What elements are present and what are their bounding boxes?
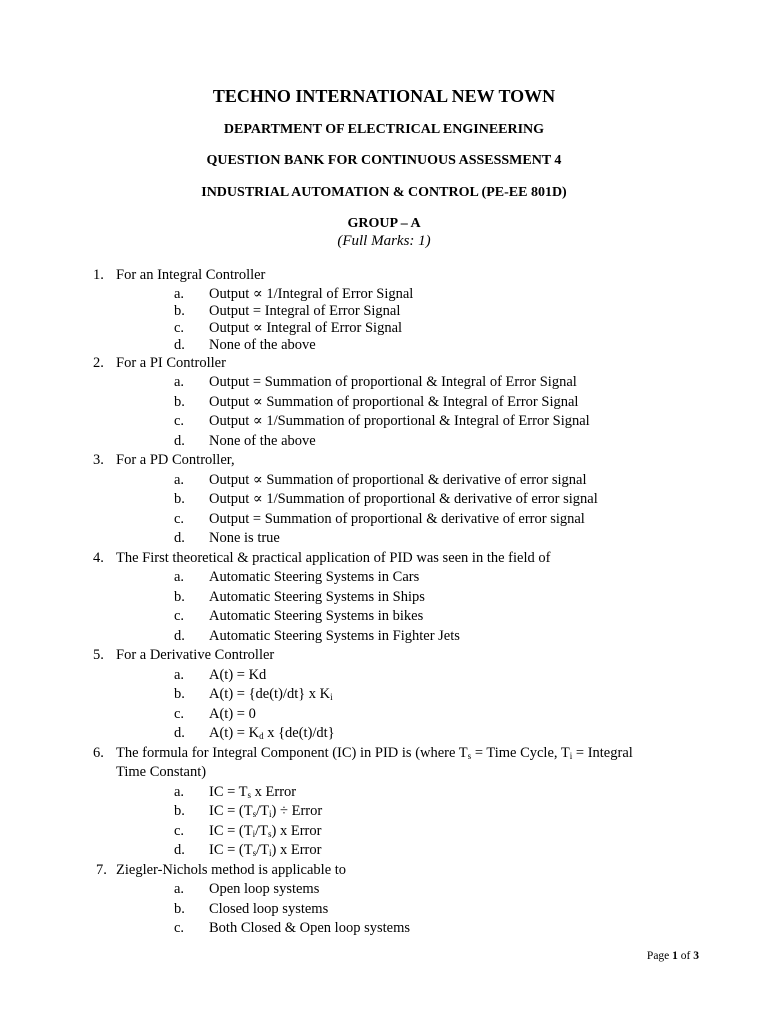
- option-letter: d.: [174, 842, 185, 858]
- option-letter: b.: [174, 491, 185, 507]
- option-row: [0, 841, 768, 861]
- option-letter: b.: [174, 393, 185, 410]
- question-text-continued: Time Constant): [116, 764, 207, 780]
- option-row: [0, 783, 768, 803]
- option-text: Output = Summation of proportional & derivative of error signal: [209, 510, 585, 527]
- option-row: [0, 666, 768, 686]
- option-row: [0, 471, 768, 491]
- option-row: [0, 900, 768, 920]
- option-row: [0, 607, 768, 627]
- question-text: The First theoretical & practical application of PID was seen in the field of: [116, 549, 551, 566]
- option-row: [0, 529, 768, 549]
- question-item: [0, 354, 768, 452]
- option-row: [0, 373, 768, 393]
- option-text: $A(t) = K_d$ x {de(t)/dt}: [209, 725, 335, 741]
- option-letter: b.: [174, 588, 185, 605]
- page-word: Page: [646, 950, 670, 962]
- option-text: Output = Integral of Error Signal: [209, 302, 401, 319]
- page-number: 1: [672, 950, 678, 962]
- option-row: [0, 286, 768, 303]
- option-text: Open loop systems: [209, 881, 320, 897]
- option-letter: a.: [174, 285, 185, 302]
- question-number: 5.: [93, 647, 104, 663]
- option-text: IC = $(T_s/T_i)$ x Error: [209, 842, 322, 858]
- option-text: None of the above: [209, 432, 316, 449]
- option-row: [0, 822, 768, 842]
- option-text: Output ∝ 1/Summation of proportional & derivative of error signal: [209, 491, 598, 507]
- question-number: 3.: [93, 452, 104, 468]
- option-text: Output ∝ 1/Integral of Error Signal: [209, 285, 414, 302]
- group-title: GROUP – A: [347, 216, 421, 231]
- page-footer: [647, 950, 699, 962]
- question-text: For a PI Controller: [116, 354, 226, 371]
- question-text: The formula for Integral Component (IC) in PID is (where $T_s$ = Time Cycle, $T_i$ = Integral: [116, 744, 633, 761]
- question-item: [0, 744, 768, 861]
- option-letter: a.: [174, 881, 185, 897]
- question-bank-title: QUESTION BANK FOR CONTINUOUS ASSESSMENT 4: [206, 153, 562, 168]
- option-letter: a.: [174, 569, 185, 585]
- option-letter: c.: [174, 822, 185, 839]
- option-text: Automatic Steering Systems in Fighter Jets: [209, 627, 460, 644]
- question-list: [0, 266, 768, 939]
- option-letter: a.: [174, 666, 185, 683]
- option-letter: d.: [174, 530, 185, 546]
- option-text: Output ∝ 1/Summation of proportional & Integral of Error Signal: [209, 413, 590, 429]
- question-number: 1.: [93, 267, 104, 283]
- option-row: [0, 705, 768, 725]
- question-item: [0, 549, 768, 647]
- subject-title: INDUSTRIAL AUTOMATION & CONTROL (PE-EE 801D): [201, 185, 567, 200]
- question-text: For an Integral Controller: [116, 267, 266, 283]
- option-letter: b.: [174, 900, 185, 917]
- option-row: [0, 432, 768, 452]
- question-number: 2.: [93, 354, 104, 371]
- option-row: [0, 490, 768, 510]
- option-letter: a.: [174, 471, 185, 488]
- question-number: 4.: [93, 549, 104, 566]
- option-row: [0, 510, 768, 530]
- option-text: Both Closed & Open loop systems: [209, 920, 410, 936]
- option-row: [0, 393, 768, 413]
- option-letter: c.: [174, 413, 185, 429]
- option-row: [0, 880, 768, 900]
- option-text: Automatic Steering Systems in Cars: [209, 569, 420, 585]
- option-letter: c.: [174, 705, 185, 722]
- option-row: [0, 303, 768, 320]
- option-row: [0, 802, 768, 822]
- question-item: [0, 646, 768, 744]
- option-row: [0, 412, 768, 432]
- question-text: Ziegler-Nichols method is applicable to: [116, 861, 347, 878]
- option-letter: d.: [174, 725, 185, 741]
- institution-title: TECHNO INTERNATIONAL NEW TOWN: [212, 86, 556, 106]
- option-letter: c.: [174, 920, 185, 936]
- option-text: Output = Summation of proportional & Integral of Error Signal: [209, 374, 577, 390]
- option-text: Automatic Steering Systems in Ships: [209, 588, 425, 605]
- option-row: [0, 337, 768, 354]
- option-letter: c.: [174, 510, 185, 527]
- option-text: A(t) = {de(t)/dt} x $K_i$: [209, 686, 333, 702]
- question-item: [0, 266, 768, 354]
- option-letter: d.: [174, 432, 185, 449]
- option-letter: c.: [174, 319, 185, 336]
- question-number: 7.: [96, 861, 107, 878]
- page-total: 3: [693, 950, 699, 962]
- option-text: Output ∝ Summation of proportional & Integral of Error Signal: [209, 393, 579, 410]
- option-text: IC = $(T_i/T_s)$ x Error: [209, 822, 322, 839]
- option-letter: b.: [174, 686, 185, 702]
- option-text: A(t) = 0: [209, 705, 256, 722]
- question-number: 6.: [93, 744, 104, 761]
- question-item: [0, 861, 768, 939]
- question-text: For a Derivative Controller: [116, 647, 275, 663]
- option-text: A(t) = Kd: [209, 666, 267, 683]
- option-text: Closed loop systems: [209, 900, 329, 917]
- option-row: [0, 919, 768, 939]
- option-row: [0, 588, 768, 608]
- option-text: None of the above: [209, 336, 316, 353]
- option-row: [0, 320, 768, 337]
- question-item: [0, 451, 768, 549]
- option-row: [0, 724, 768, 744]
- option-letter: b.: [174, 302, 185, 319]
- option-text: Output ∝ Summation of proportional & derivative of error signal: [209, 471, 587, 488]
- option-letter: a.: [174, 374, 185, 390]
- question-text: For a PD Controller,: [116, 452, 235, 468]
- option-letter: d.: [174, 336, 185, 353]
- of-word: of: [680, 950, 691, 962]
- option-letter: b.: [174, 803, 185, 819]
- option-text: Output ∝ Integral of Error Signal: [209, 319, 403, 336]
- option-text: IC = $T_s$ x Error: [209, 783, 297, 800]
- full-marks: (Full Marks: 1): [337, 233, 431, 249]
- option-text: Automatic Steering Systems in bikes: [209, 608, 424, 624]
- option-letter: c.: [174, 608, 185, 624]
- option-row: [0, 627, 768, 647]
- option-row: [0, 568, 768, 588]
- option-text: IC = $(T_s/T_i)$ ÷ Error: [209, 803, 323, 819]
- option-letter: d.: [174, 627, 185, 644]
- option-text: None is true: [209, 530, 280, 546]
- option-letter: a.: [174, 783, 185, 800]
- option-row: [0, 685, 768, 705]
- department-title: DEPARTMENT OF ELECTRICAL ENGINEERING: [223, 122, 545, 137]
